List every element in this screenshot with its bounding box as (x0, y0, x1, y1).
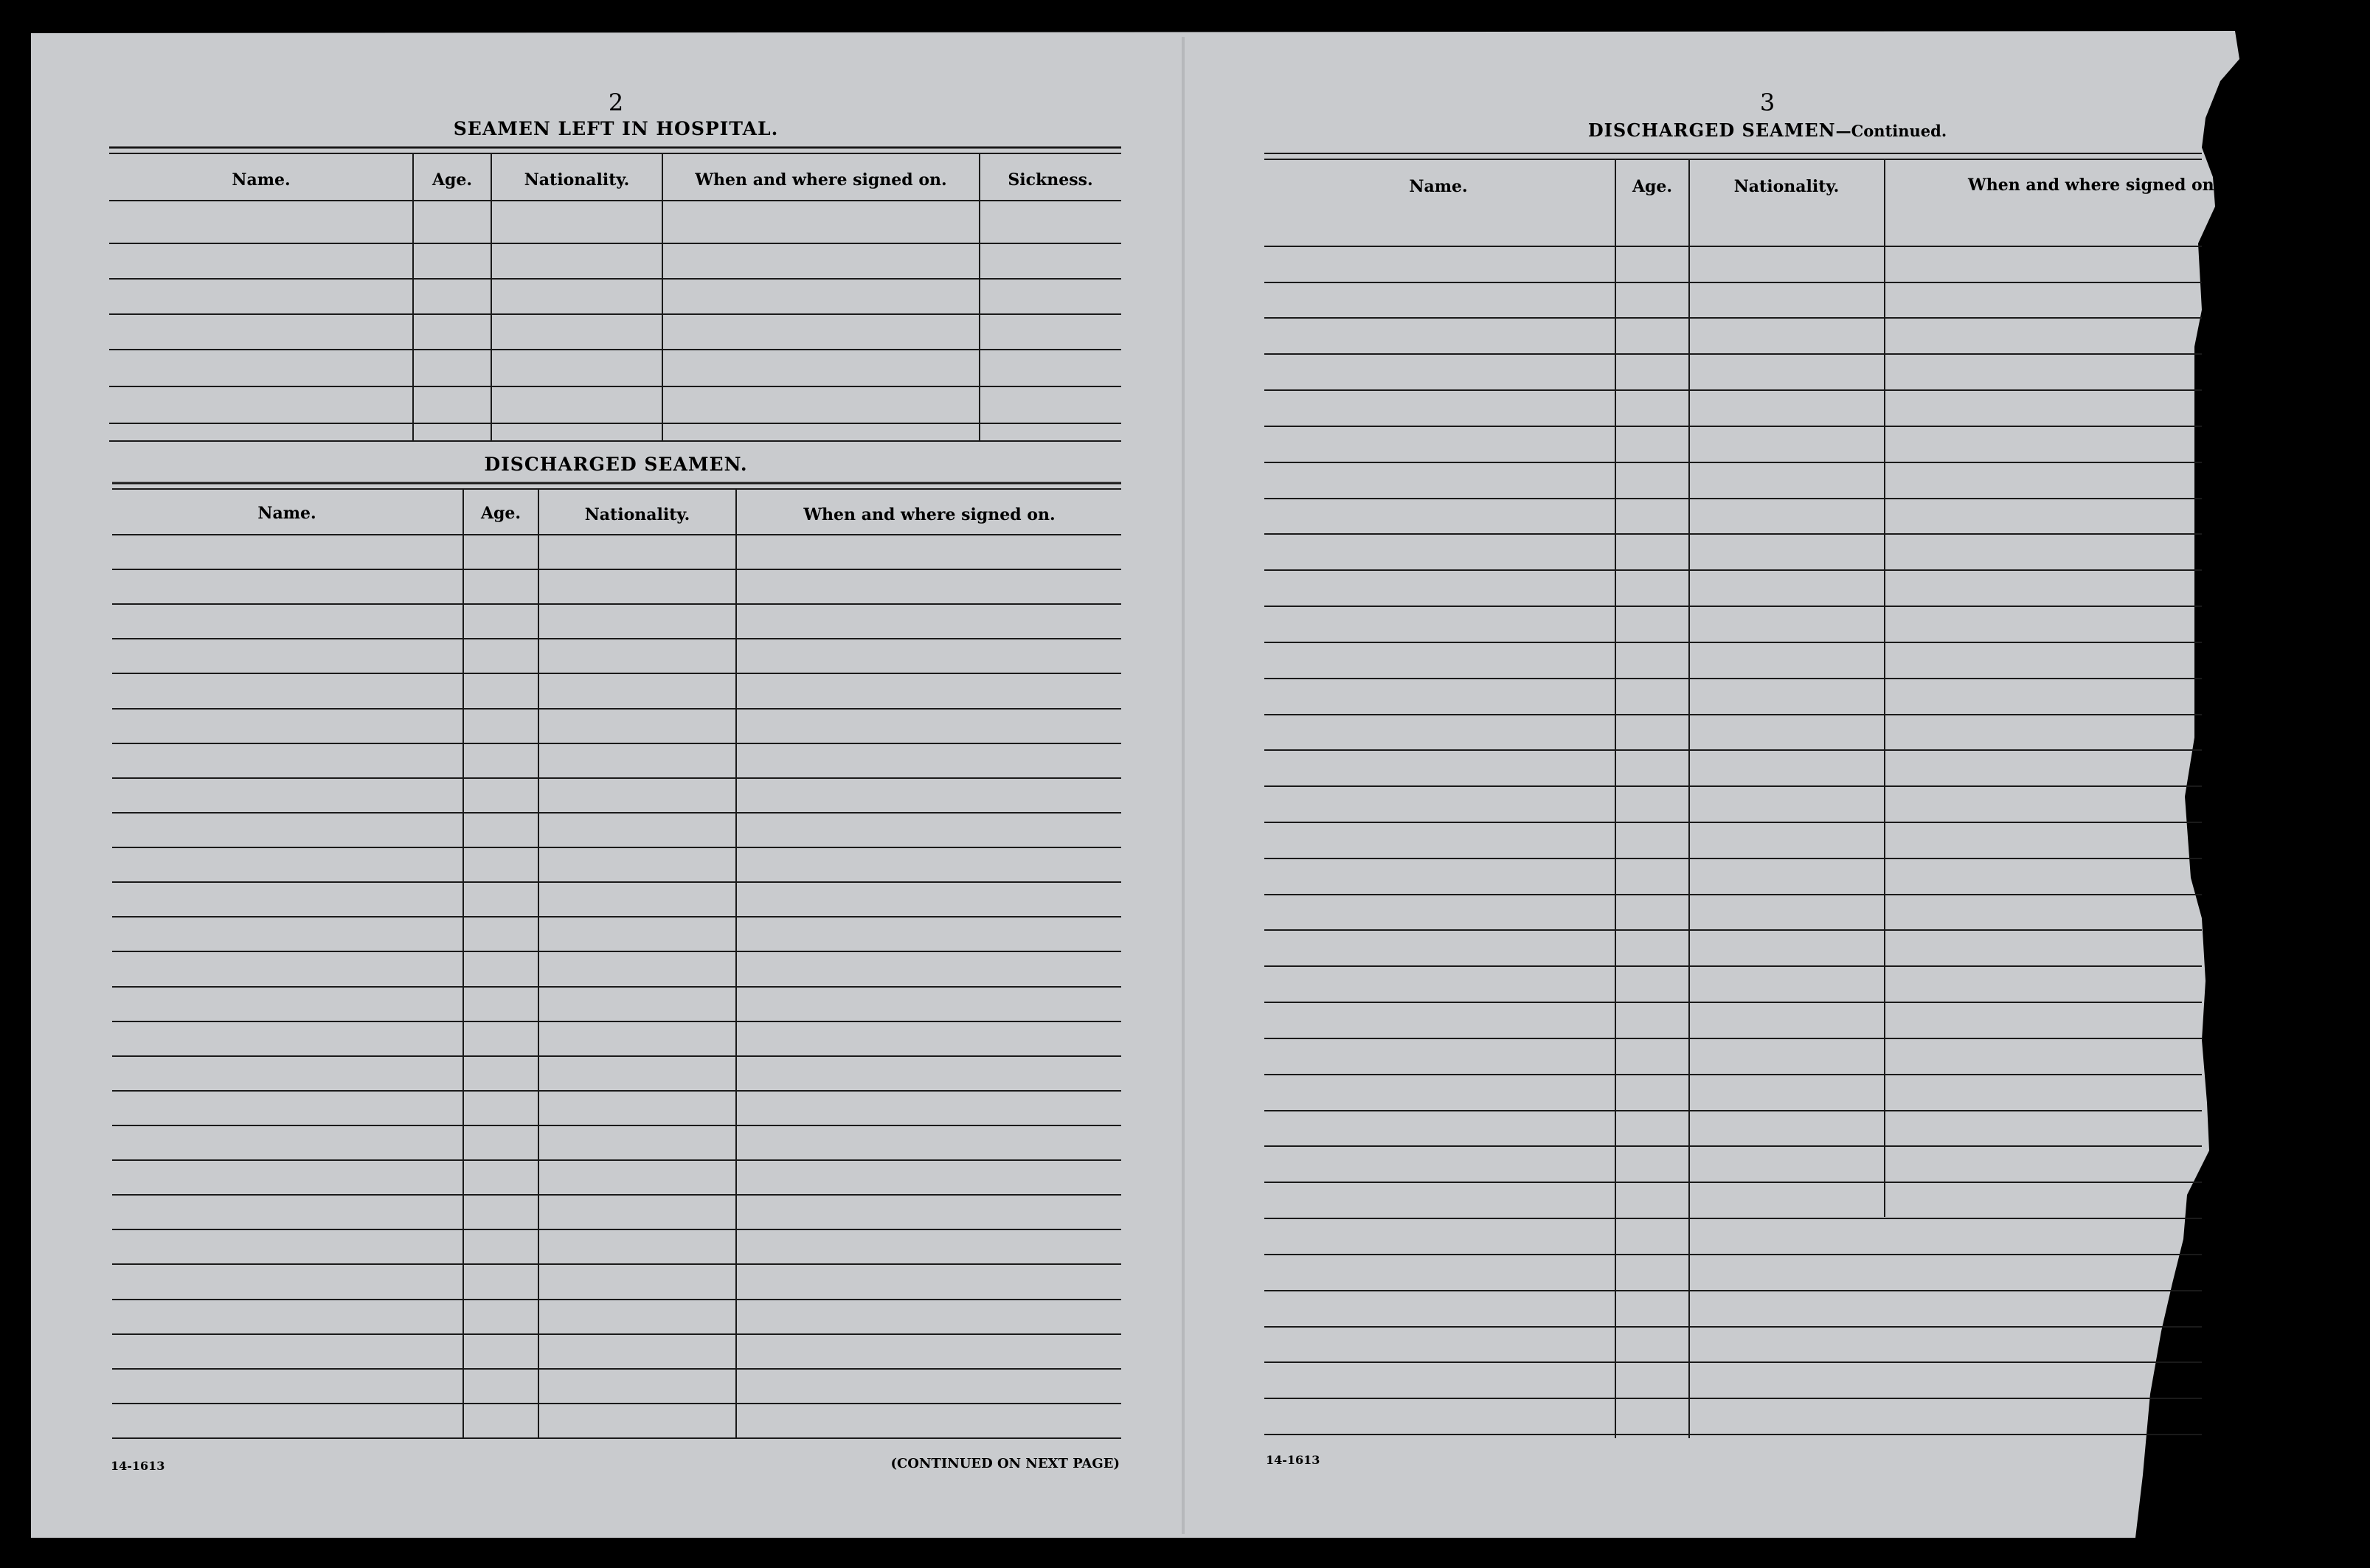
discharged-col-signed-on: When and where signed on. (803, 505, 1056, 524)
discharged-table-title: DISCHARGED SEAMEN. (484, 454, 748, 475)
continued-title-main: DISCHARGED SEAMEN (1587, 119, 1836, 141)
hospital-table-title: SEAMEN LEFT IN HOSPITAL. (453, 118, 779, 139)
right-page-number: 3 (1759, 89, 1775, 117)
continued-title-suffix: —Continued. (1835, 122, 1947, 140)
continued-col-signed-on: When and where signed on (1968, 176, 2214, 195)
right-form-number: 14-1613 (1266, 1453, 1320, 1467)
left-page-number: 2 (608, 89, 624, 117)
left-form-number: 14-1613 (111, 1459, 165, 1473)
continued-col-age: Age. (1632, 177, 1673, 196)
paper-background (31, 31, 2239, 1538)
discharged-col-nationality: Nationality. (584, 505, 690, 524)
discharged-col-name: Name. (257, 504, 316, 523)
continued-col-name: Name. (1409, 177, 1468, 196)
continued-note: (CONTINUED ON NEXT PAGE) (890, 1456, 1120, 1471)
hospital-col-sickness: Sickness. (1008, 170, 1093, 190)
continued-table-title (1588, 119, 1947, 141)
hospital-col-age: Age. (432, 170, 473, 190)
discharged-col-age: Age. (480, 504, 522, 523)
continued-col-nationality: Nationality. (1733, 177, 1840, 196)
hospital-col-name: Name. (232, 170, 291, 190)
hospital-col-signed-on: When and where signed on. (695, 170, 947, 190)
hospital-col-nationality: Nationality. (524, 170, 630, 190)
